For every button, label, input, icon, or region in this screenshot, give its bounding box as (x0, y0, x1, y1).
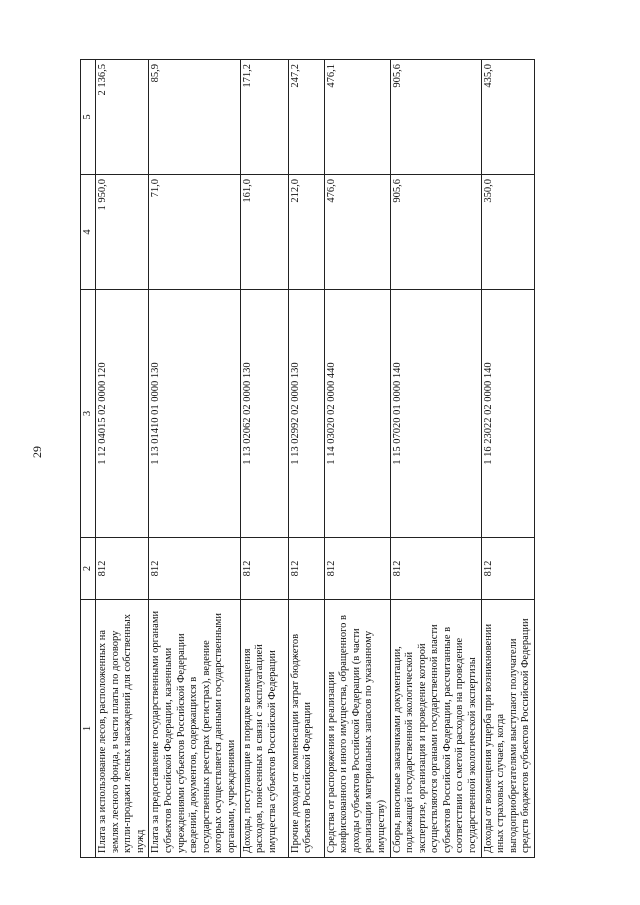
amount-cell: 171,2 (240, 60, 288, 175)
amount-cell: 212,0 (288, 175, 324, 290)
table-row (96, 60, 149, 858)
amount-cell: 350,0 (481, 175, 534, 290)
admin-code-cell: 812 (149, 538, 240, 600)
header-cell: 3 (81, 290, 96, 538)
description-cell: Доходы, поступающие в порядке возмещения расходов, понесенных в связи с эксплуатацией имущества субъектов Российской Федерации (240, 600, 288, 858)
table-row (149, 60, 240, 858)
table-header-row (81, 60, 96, 858)
revenue-table (80, 59, 535, 858)
admin-code-cell: 812 (240, 538, 288, 600)
table-row (481, 60, 534, 858)
description-cell: Сборы, вносимые заказчиками документации, подлежащей государственной экологической экспертизе, организация и проведение которой осуществляются органами государственной власти субъектов Российской Федерации, рассчитанные в соответствии со сметой расходов на проведение государственной экологической экспертизы (390, 600, 481, 858)
rotated-table-wrapper (80, 60, 532, 858)
amount-cell: 2 136,5 (96, 60, 149, 175)
amount-cell: 247,2 (288, 60, 324, 175)
amount-cell: 1 950,0 (96, 175, 149, 290)
table-row (324, 60, 390, 858)
amount-cell: 905,6 (390, 60, 481, 175)
amount-cell: 476,0 (324, 175, 390, 290)
amount-cell: 161,0 (240, 175, 288, 290)
description-cell: Плата за использование лесов, расположенных на землях лесного фонда, в части платы по договору купли-продажи лесных насаждений для собственных нужд (96, 600, 149, 858)
table-row (390, 60, 481, 858)
header-cell: 2 (81, 538, 96, 600)
amount-cell: 71,0 (149, 175, 240, 290)
header-cell: 5 (81, 60, 96, 175)
amount-cell: 905,6 (390, 175, 481, 290)
description-cell: Доходы от возмещения ущерба при возникновении иных страховых случаев, когда выгодоприобретателями выступают получатели средств бюджетов субъектов Российской Федерации (481, 600, 534, 858)
budget-code-cell: 1 13 01410 01 0000 130 (149, 290, 240, 538)
budget-code-cell: 1 16 23022 02 0000 140 (481, 290, 534, 538)
page-number: 29 (30, 446, 44, 458)
table-row (240, 60, 288, 858)
admin-code-cell: 812 (96, 538, 149, 600)
budget-code-cell: 1 15 07020 01 0000 140 (390, 290, 481, 538)
header-cell: 1 (81, 600, 96, 858)
budget-code-cell: 1 13 02062 02 0000 130 (240, 290, 288, 538)
amount-cell: 85,9 (149, 60, 240, 175)
table-row (288, 60, 324, 858)
admin-code-cell: 812 (390, 538, 481, 600)
budget-code-cell: 1 14 03020 02 0000 440 (324, 290, 390, 538)
amount-cell: 476,1 (324, 60, 390, 175)
header-cell: 4 (81, 175, 96, 290)
admin-code-cell: 812 (481, 538, 534, 600)
description-cell: Прочие доходы от компенсации затрат бюджетов субъектов Российской Федерации (288, 600, 324, 858)
admin-code-cell: 812 (324, 538, 390, 600)
description-cell: Плата за предоставление государственными органами субъектов Российской Федерации, казенными учреждениями субъектов Российской Федерации сведений, документов, содержащихся в государственных реестрах (регистрах), ведение которых осуществляется данными государственными органами, учреждениями (149, 600, 240, 858)
description-cell: Средства от распоряжения и реализации конфискованного и иного имущества, обращенного в доходы субъектов Российской Федерации (в части реализации материальных запасов по указанному имуществу) (324, 600, 390, 858)
amount-cell: 435,0 (481, 60, 534, 175)
budget-code-cell: 1 12 04015 02 0000 120 (96, 290, 149, 538)
budget-code-cell: 1 13 02992 02 0000 130 (288, 290, 324, 538)
admin-code-cell: 812 (288, 538, 324, 600)
